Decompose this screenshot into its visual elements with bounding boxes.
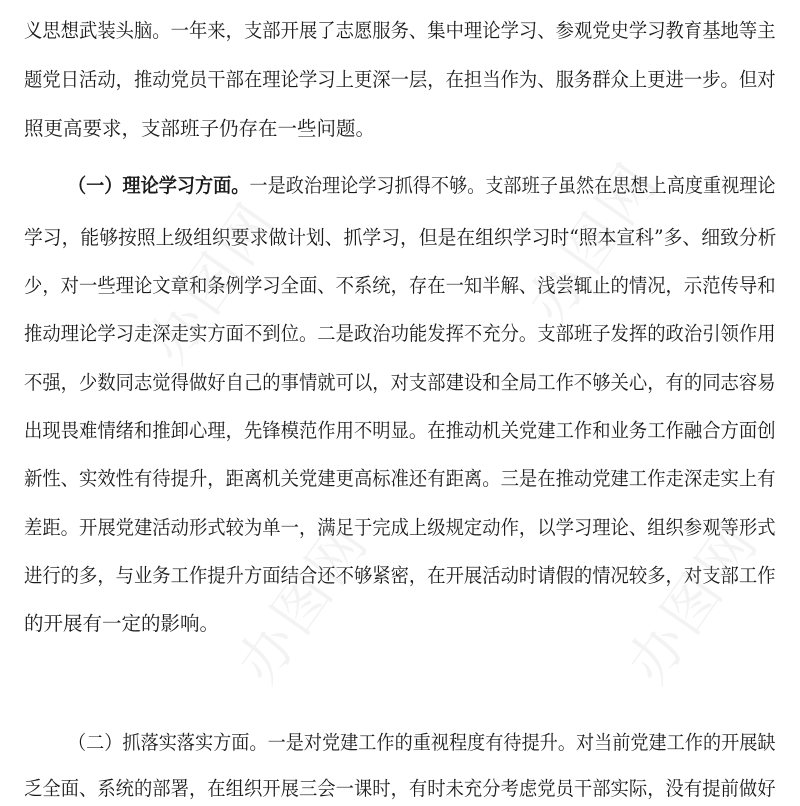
text-line (0, 112, 800, 146)
line-text: 照更高要求，支部班子仍存在一些问题。 (24, 117, 376, 140)
text-line (0, 414, 800, 448)
text-line (0, 607, 800, 641)
line-text: 进行的多，与业务工作提升方面结合还不够紧密，在开展活动时请假的情况较多，对支部工作 (24, 564, 776, 587)
line-text: 出现畏难情绪和推卸心理，先锋模范作用不明显。在推动机关党建工作和业务工作融合方面创 (24, 419, 776, 442)
line-text: 少，对一些理论文章和条例学习全面、不系统，存在一知半解、浅尝辄止的情况，示范传导和 (24, 274, 776, 297)
text-line (0, 462, 800, 496)
text-line (0, 14, 800, 48)
text-line (0, 559, 800, 593)
text-line (0, 772, 800, 806)
line-text: 乏全面、系统的部署，在组织开展三会一课时，有时未充分考虑党员干部实际，没有提前做好 (24, 777, 776, 800)
text-line (0, 511, 800, 545)
text-line (0, 317, 800, 351)
watermark: 办图网 (225, 510, 382, 695)
text-line (0, 221, 800, 255)
line-text: 差距。开展党建活动形式较为单一，满足于完成上级规定动作，以学习理论、组织参观等形式 (24, 516, 776, 539)
line-text (68, 169, 776, 203)
line-text: 题党日活动，推动党员干部在理论学习上更深一层，在担当作为、服务群众上更进一步。但对 (24, 68, 776, 91)
line-text: 不强，少数同志觉得做好自己的事情就可以，对支部建设和全局工作不够关心，有的同志容易 (24, 371, 776, 394)
text-line (0, 63, 800, 97)
line-text: 新性、实效性有待提升，距离机关党建更高标准还有距离。三是在推动党建工作走深走实上有 (24, 467, 776, 490)
section-heading: （一）理论学习方面。 (68, 174, 250, 197)
watermark: 办图网 (515, 150, 672, 335)
watermark: 办图网 (615, 510, 772, 695)
text-line (0, 169, 800, 203)
text-line (0, 726, 800, 760)
text-line (0, 269, 800, 303)
line-text: 一是政治理论学习抓得不够。支部班子虽然在思想上高度重视理论 (249, 174, 776, 197)
text-line (0, 366, 800, 400)
line-text: 义思想武装头脑。一年来，支部开展了志愿服务、集中理论学习、参观党史学习教育基地等主 (24, 19, 776, 42)
watermark: 办图网 (135, 190, 292, 375)
line-text: 推动理论学习走深走实方面不到位。二是政治功能发挥不充分。支部班子发挥的政治引领作用 (24, 322, 776, 345)
line-text: 一是对党建工作的重视程度有待提升。对当前党建工作的开展缺 (267, 731, 776, 754)
line-text: 的开展有一定的影响。 (24, 612, 220, 635)
section-heading: （二）抓落实落实方面。 (68, 731, 268, 754)
line-text: 学习，能够按照上级组织要求做计划、抓学习，但是在组织学习时“照本宣科”多、细致分析 (24, 226, 777, 249)
line-text (68, 726, 776, 760)
